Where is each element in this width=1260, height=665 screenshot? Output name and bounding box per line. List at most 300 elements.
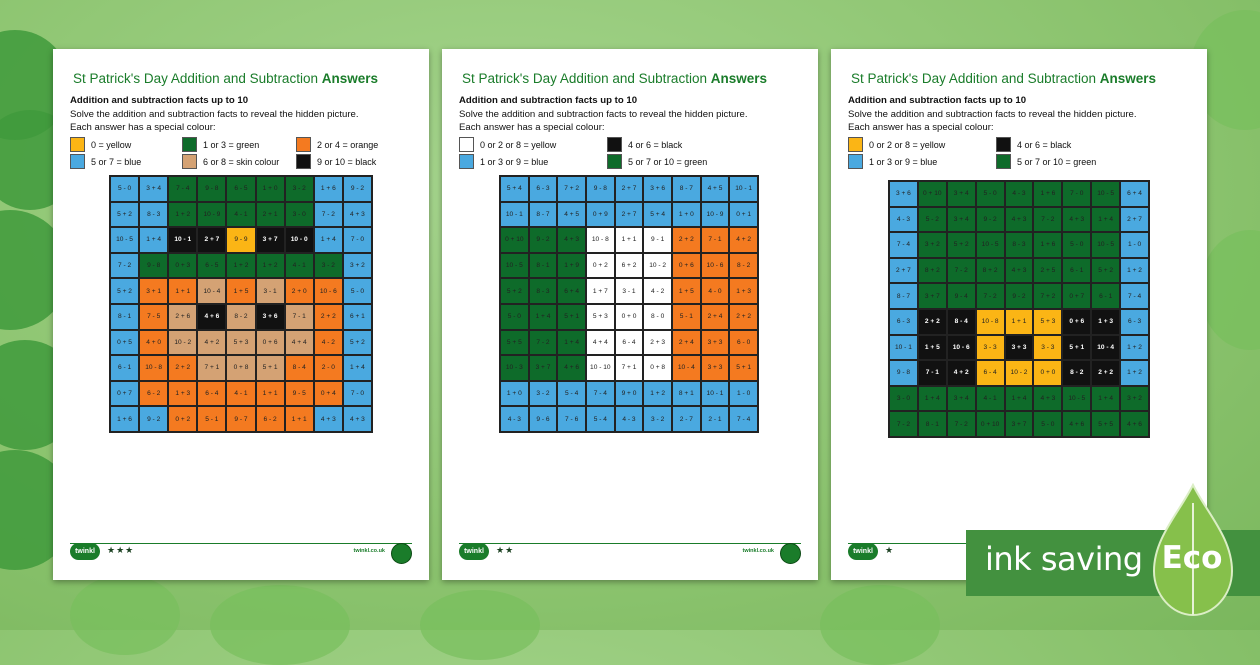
grid-cell: 4 + 2 xyxy=(947,360,976,386)
grid-cell: 9 - 4 xyxy=(947,283,976,309)
grid-cell: 3 - 2 xyxy=(643,406,672,432)
grid-cell: 1 + 0 xyxy=(500,381,529,407)
grid-cell: 4 - 2 xyxy=(643,278,672,304)
grid-cell: 0 + 7 xyxy=(110,381,139,407)
grid-cell: 1 + 1 xyxy=(168,278,197,304)
grid-cell: 10 - 5 xyxy=(1062,386,1091,412)
grid-cell: 5 + 2 xyxy=(110,278,139,304)
grid-cell: 2 + 1 xyxy=(256,202,285,228)
grid-cell: 0 + 10 xyxy=(500,227,529,253)
grid-cell: 5 + 1 xyxy=(1062,335,1091,361)
grid-cell: 1 + 3 xyxy=(729,278,758,304)
grid-cell: 7 - 6 xyxy=(557,406,586,432)
grid-cell: 5 + 2 xyxy=(947,232,976,258)
grid-cell: 1 + 3 xyxy=(1091,309,1120,335)
grid-cell: 4 + 4 xyxy=(586,330,615,356)
grid-cell: 5 - 0 xyxy=(110,176,139,202)
grid-cell: 4 + 6 xyxy=(197,304,226,330)
grid-cell: 2 + 4 xyxy=(701,304,730,330)
grid-cell: 2 + 7 xyxy=(615,176,644,202)
grid-cell: 2 + 2 xyxy=(168,355,197,381)
grid-cell: 1 + 7 xyxy=(586,278,615,304)
sheet-title: St Patrick's Day Addition and Subtraction Answers xyxy=(851,71,1157,86)
grid-cell: 10 - 5 xyxy=(1091,232,1120,258)
grid-cell: 9 - 2 xyxy=(139,406,168,432)
legend-swatch xyxy=(459,154,474,169)
grid-cell: 10 - 3 xyxy=(500,355,529,381)
legend-swatch xyxy=(607,137,622,152)
grid-cell: 5 + 2 xyxy=(1091,258,1120,284)
sheet-title: St Patrick's Day Addition and Subtraction Answers xyxy=(73,71,379,86)
grid-cell: 10 - 1 xyxy=(168,227,197,253)
grid-cell: 8 + 2 xyxy=(918,258,947,284)
legend-label: 4 or 6 = black xyxy=(1017,139,1072,150)
grid-cell: 3 + 6 xyxy=(889,181,918,207)
grid-cell: 2 + 6 xyxy=(168,304,197,330)
grid-cell: 8 - 4 xyxy=(947,309,976,335)
grid-cell: 5 + 4 xyxy=(643,202,672,228)
grid-cell: 4 - 0 xyxy=(701,278,730,304)
grid-cell: 7 - 2 xyxy=(529,330,558,356)
grid-cell: 10 - 5 xyxy=(110,227,139,253)
grid-cell: 2 + 7 xyxy=(615,202,644,228)
grid-cell: 0 + 9 xyxy=(586,202,615,228)
grid-cell: 9 - 2 xyxy=(976,207,1005,233)
grid-cell: 4 + 3 xyxy=(1005,258,1034,284)
grid-cell: 9 - 2 xyxy=(1005,283,1034,309)
grid-cell: 4 - 1 xyxy=(226,202,255,228)
grid-cell: 5 + 2 xyxy=(110,202,139,228)
grid-cell: 5 - 2 xyxy=(918,207,947,233)
mosaic-grid xyxy=(499,175,759,433)
grid-cell: 2 + 5 xyxy=(1033,258,1062,284)
grid-cell: 0 + 3 xyxy=(168,253,197,279)
grid-cell: 7 + 1 xyxy=(615,355,644,381)
grid-cell: 7 - 1 xyxy=(918,360,947,386)
grid-cell: 0 + 10 xyxy=(918,181,947,207)
grid-cell: 3 + 4 xyxy=(947,181,976,207)
grid-cell: 6 + 4 xyxy=(1120,181,1149,207)
grid-cell: 6 - 4 xyxy=(615,330,644,356)
grid-cell: 2 + 4 xyxy=(672,330,701,356)
grid-cell: 10 - 4 xyxy=(1091,335,1120,361)
legend-swatch xyxy=(182,154,197,169)
sheet-instructions: Solve the addition and subtraction facts to reveal the hidden picture. Each answer has a special colour: xyxy=(848,109,1137,133)
grid-cell: 5 + 2 xyxy=(343,330,372,356)
grid-cell: 2 + 0 xyxy=(285,278,314,304)
grid-cell: 10 - 2 xyxy=(643,253,672,279)
grid-cell: 1 + 4 xyxy=(1005,386,1034,412)
grid-cell: 3 + 3 xyxy=(1005,335,1034,361)
grid-cell: 3 + 4 xyxy=(947,386,976,412)
site-url: twinkl.co.uk xyxy=(353,548,385,554)
grid-cell: 3 + 2 xyxy=(343,253,372,279)
grid-cell: 7 - 4 xyxy=(168,176,197,202)
grid-cell: 6 + 1 xyxy=(343,304,372,330)
grid-cell: 1 + 0 xyxy=(672,202,701,228)
legend-label: 1 or 3 or 9 = blue xyxy=(480,156,549,167)
legend-swatch xyxy=(296,137,311,152)
grid-cell: 6 - 5 xyxy=(226,176,255,202)
grid-cell: 6 - 2 xyxy=(139,381,168,407)
sheet-instructions: Solve the addition and subtraction facts to reveal the hidden picture. Each answer has a special colour: xyxy=(459,109,748,133)
grid-cell: 4 + 3 xyxy=(1062,207,1091,233)
legend-label: 0 = yellow xyxy=(91,139,132,150)
grid-cell: 4 + 3 xyxy=(1033,386,1062,412)
legend-label: 5 or 7 or 10 = green xyxy=(1017,156,1097,167)
grid-cell: 0 + 5 xyxy=(110,330,139,356)
grid-cell: 3 + 6 xyxy=(256,304,285,330)
grid-cell: 1 + 1 xyxy=(256,381,285,407)
ink-saving-text: ink saving xyxy=(985,540,1143,578)
grid-cell: 0 + 4 xyxy=(314,381,343,407)
worksheet-2 xyxy=(442,49,818,580)
grid-cell: 1 - 0 xyxy=(729,381,758,407)
grid-cell: 9 - 1 xyxy=(643,227,672,253)
grid-cell: 0 + 0 xyxy=(1033,360,1062,386)
grid-cell: 1 - 0 xyxy=(1120,232,1149,258)
grid-cell: 4 + 6 xyxy=(1120,411,1149,437)
grid-cell: 2 + 2 xyxy=(729,304,758,330)
grid-cell: 3 - 3 xyxy=(1033,335,1062,361)
mosaic-grid xyxy=(109,175,373,433)
grid-cell: 4 + 2 xyxy=(197,330,226,356)
grid-cell: 10 - 1 xyxy=(729,176,758,202)
grid-cell: 1 + 4 xyxy=(314,227,343,253)
grid-cell: 5 + 1 xyxy=(729,355,758,381)
grid-cell: 4 - 1 xyxy=(976,386,1005,412)
grid-cell: 6 - 3 xyxy=(889,309,918,335)
grid-cell: 10 - 1 xyxy=(701,381,730,407)
grid-cell: 5 - 1 xyxy=(672,304,701,330)
grid-cell: 10 - 6 xyxy=(701,253,730,279)
legend-swatch xyxy=(996,154,1011,169)
grid-cell: 9 + 0 xyxy=(615,381,644,407)
grid-cell: 1 + 2 xyxy=(168,202,197,228)
grid-cell: 7 - 2 xyxy=(1033,207,1062,233)
grid-cell: 1 + 4 xyxy=(343,355,372,381)
legend-swatch xyxy=(996,137,1011,152)
legend-swatch xyxy=(70,154,85,169)
grid-cell: 9 - 2 xyxy=(343,176,372,202)
sheet-subheading: Addition and subtraction facts up to 10 xyxy=(848,95,1027,106)
grid-cell: 8 - 1 xyxy=(110,304,139,330)
grid-cell: 10 - 1 xyxy=(889,335,918,361)
legend-swatch xyxy=(848,137,863,152)
grid-cell: 7 + 2 xyxy=(1033,283,1062,309)
grid-cell: 1 + 2 xyxy=(1120,335,1149,361)
grid-cell: 2 + 3 xyxy=(643,330,672,356)
legend-swatch xyxy=(296,154,311,169)
grid-cell: 0 + 6 xyxy=(672,253,701,279)
grid-cell: 1 + 2 xyxy=(226,253,255,279)
grid-cell: 3 + 2 xyxy=(1120,386,1149,412)
grid-cell: 7 - 1 xyxy=(285,304,314,330)
site-url: twinkl.co.uk xyxy=(742,548,774,554)
grid-cell: 3 - 2 xyxy=(314,253,343,279)
grid-cell: 7 - 2 xyxy=(110,253,139,279)
grid-cell: 10 - 1 xyxy=(500,202,529,228)
grid-cell: 8 - 2 xyxy=(1062,360,1091,386)
grid-cell: 4 + 0 xyxy=(139,330,168,356)
grid-cell: 8 - 1 xyxy=(529,253,558,279)
grid-cell: 9 - 8 xyxy=(197,176,226,202)
grid-cell: 8 - 3 xyxy=(139,202,168,228)
grid-cell: 2 + 2 xyxy=(918,309,947,335)
legend-swatch xyxy=(607,154,622,169)
grid-cell: 0 + 0 xyxy=(615,304,644,330)
grid-cell: 10 - 6 xyxy=(314,278,343,304)
grid-cell: 5 + 3 xyxy=(1033,309,1062,335)
legend-label: 5 or 7 = blue xyxy=(91,156,142,167)
grid-cell: 10 - 4 xyxy=(197,278,226,304)
grid-cell: 4 + 2 xyxy=(729,227,758,253)
grid-cell: 3 + 7 xyxy=(1005,411,1034,437)
grid-cell: 7 - 0 xyxy=(343,227,372,253)
grid-cell: 3 + 3 xyxy=(701,355,730,381)
difficulty-stars: ★★ xyxy=(496,545,515,555)
grid-cell: 1 + 4 xyxy=(139,227,168,253)
grid-cell: 0 + 2 xyxy=(586,253,615,279)
grid-cell: 3 + 7 xyxy=(918,283,947,309)
grid-cell: 4 + 5 xyxy=(557,202,586,228)
legend-label: 1 or 3 = green xyxy=(203,139,260,150)
grid-cell: 5 - 0 xyxy=(500,304,529,330)
legend-label: 5 or 7 or 10 = green xyxy=(628,156,708,167)
grid-cell: 10 - 5 xyxy=(976,232,1005,258)
grid-cell: 3 - 0 xyxy=(889,386,918,412)
grid-cell: 1 + 5 xyxy=(672,278,701,304)
grid-cell: 9 - 8 xyxy=(889,360,918,386)
grid-cell: 4 + 3 xyxy=(343,202,372,228)
grid-cell: 0 + 6 xyxy=(1062,309,1091,335)
grid-cell: 5 + 5 xyxy=(500,330,529,356)
grid-cell: 2 - 0 xyxy=(314,355,343,381)
grid-cell: 4 + 3 xyxy=(557,227,586,253)
grid-cell: 1 + 9 xyxy=(557,253,586,279)
grid-cell: 0 + 8 xyxy=(643,355,672,381)
grid-cell: 2 + 7 xyxy=(889,258,918,284)
grid-cell: 1 + 4 xyxy=(918,386,947,412)
grid-cell: 8 - 3 xyxy=(529,278,558,304)
grid-cell: 7 + 2 xyxy=(557,176,586,202)
grid-cell: 10 - 10 xyxy=(586,355,615,381)
grid-cell: 3 + 3 xyxy=(701,330,730,356)
footer-divider xyxy=(459,543,801,544)
grid-cell: 10 - 0 xyxy=(285,227,314,253)
grid-cell: 5 + 3 xyxy=(586,304,615,330)
grid-cell: 10 - 6 xyxy=(947,335,976,361)
grid-cell: 4 + 5 xyxy=(701,176,730,202)
grid-cell: 6 - 4 xyxy=(976,360,1005,386)
grid-cell: 8 - 7 xyxy=(529,202,558,228)
grid-cell: 4 - 3 xyxy=(889,207,918,233)
grid-cell: 8 - 1 xyxy=(918,411,947,437)
grid-cell: 8 - 7 xyxy=(672,176,701,202)
grid-cell: 8 - 0 xyxy=(643,304,672,330)
grid-cell: 4 + 3 xyxy=(314,406,343,432)
grid-cell: 7 - 1 xyxy=(701,227,730,253)
grid-cell: 3 - 1 xyxy=(256,278,285,304)
grid-cell: 7 - 2 xyxy=(976,283,1005,309)
grid-cell: 1 + 3 xyxy=(168,381,197,407)
grid-cell: 4 + 3 xyxy=(1005,207,1034,233)
grid-cell: 9 - 9 xyxy=(226,227,255,253)
grid-cell: 7 - 0 xyxy=(1062,181,1091,207)
grid-cell: 10 - 9 xyxy=(701,202,730,228)
legend-label: 6 or 8 = skin colour xyxy=(203,156,280,167)
legend-swatch xyxy=(70,137,85,152)
grid-cell: 4 - 2 xyxy=(314,330,343,356)
grid-cell: 1 + 4 xyxy=(1091,386,1120,412)
grid-cell: 9 - 6 xyxy=(529,406,558,432)
grid-cell: 2 + 2 xyxy=(314,304,343,330)
grid-cell: 0 + 10 xyxy=(976,411,1005,437)
grid-cell: 0 + 8 xyxy=(226,355,255,381)
grid-cell: 1 + 2 xyxy=(1120,360,1149,386)
grid-cell: 2 - 7 xyxy=(672,406,701,432)
quality-badge-icon xyxy=(780,543,801,564)
grid-cell: 6 - 3 xyxy=(529,176,558,202)
grid-cell: 10 - 9 xyxy=(197,202,226,228)
grid-cell: 5 + 1 xyxy=(256,355,285,381)
grid-cell: 3 + 1 xyxy=(139,278,168,304)
grid-cell: 2 + 2 xyxy=(672,227,701,253)
grid-cell: 3 - 1 xyxy=(615,278,644,304)
grid-cell: 1 + 6 xyxy=(1033,232,1062,258)
worksheet-3 xyxy=(831,49,1207,580)
grid-cell: 2 + 7 xyxy=(197,227,226,253)
grid-cell: 3 + 7 xyxy=(256,227,285,253)
twinkl-logo: twinkl xyxy=(848,543,878,560)
grid-cell: 3 - 3 xyxy=(976,335,1005,361)
grid-cell: 3 - 2 xyxy=(285,176,314,202)
grid-cell: 6 - 5 xyxy=(197,253,226,279)
grid-cell: 4 + 4 xyxy=(285,330,314,356)
grid-cell: 4 - 1 xyxy=(285,253,314,279)
grid-cell: 1 + 1 xyxy=(1005,309,1034,335)
grid-cell: 7 - 5 xyxy=(139,304,168,330)
grid-cell: 8 - 3 xyxy=(1005,232,1034,258)
grid-cell: 10 - 8 xyxy=(586,227,615,253)
grid-cell: 4 + 6 xyxy=(1062,411,1091,437)
grid-cell: 0 + 7 xyxy=(1062,283,1091,309)
grid-cell: 7 - 4 xyxy=(586,381,615,407)
grid-cell: 8 - 2 xyxy=(226,304,255,330)
grid-cell: 1 + 6 xyxy=(110,406,139,432)
grid-cell: 10 - 2 xyxy=(168,330,197,356)
sheet-subheading: Addition and subtraction facts up to 10 xyxy=(459,95,638,106)
sheet-title: St Patrick's Day Addition and Subtraction Answers xyxy=(462,71,768,86)
grid-cell: 5 - 0 xyxy=(343,278,372,304)
grid-cell: 4 - 3 xyxy=(1005,181,1034,207)
grid-cell: 5 - 4 xyxy=(557,381,586,407)
grid-cell: 7 - 2 xyxy=(314,202,343,228)
grid-cell: 4 - 3 xyxy=(500,406,529,432)
grid-cell: 7 - 2 xyxy=(947,258,976,284)
grid-cell: 0 + 1 xyxy=(729,202,758,228)
grid-cell: 8 - 7 xyxy=(889,283,918,309)
grid-cell: 3 - 2 xyxy=(529,381,558,407)
legend-swatch xyxy=(848,154,863,169)
grid-cell: 7 - 4 xyxy=(729,406,758,432)
grid-cell: 5 - 0 xyxy=(976,181,1005,207)
sheet-instructions: Solve the addition and subtraction facts to reveal the hidden picture. Each answer has a special colour: xyxy=(70,109,359,133)
mosaic-grid xyxy=(888,180,1150,438)
grid-cell: 1 + 5 xyxy=(226,278,255,304)
grid-cell: 4 - 1 xyxy=(226,381,255,407)
difficulty-stars: ★ xyxy=(885,545,895,555)
grid-cell: 3 - 0 xyxy=(285,202,314,228)
grid-cell: 8 - 4 xyxy=(285,355,314,381)
grid-cell: 6 - 4 xyxy=(197,381,226,407)
legend-label: 0 or 2 or 8 = yellow xyxy=(869,139,946,150)
grid-cell: 10 - 4 xyxy=(672,355,701,381)
legend-label: 2 or 4 = orange xyxy=(317,139,379,150)
grid-cell: 3 + 6 xyxy=(643,176,672,202)
legend-label: 4 or 6 = black xyxy=(628,139,683,150)
grid-cell: 10 - 5 xyxy=(1091,181,1120,207)
grid-cell: 2 + 2 xyxy=(1091,360,1120,386)
grid-cell: 6 - 1 xyxy=(1091,283,1120,309)
grid-cell: 7 - 4 xyxy=(889,232,918,258)
grid-cell: 0 + 2 xyxy=(168,406,197,432)
quality-badge-icon xyxy=(391,543,412,564)
footer-divider xyxy=(70,543,412,544)
grid-cell: 10 - 8 xyxy=(139,355,168,381)
eco-label: Eco xyxy=(1161,540,1223,576)
grid-cell: 5 - 1 xyxy=(197,406,226,432)
grid-cell: 8 + 2 xyxy=(976,258,1005,284)
grid-cell: 6 - 3 xyxy=(1120,309,1149,335)
legend-swatch xyxy=(459,137,474,152)
legend-label: 1 or 3 or 9 = blue xyxy=(869,156,938,167)
grid-cell: 10 - 2 xyxy=(1005,360,1034,386)
grid-cell: 6 + 4 xyxy=(557,278,586,304)
grid-cell: 1 + 4 xyxy=(529,304,558,330)
grid-cell: 5 - 0 xyxy=(1033,411,1062,437)
grid-cell: 3 + 4 xyxy=(139,176,168,202)
grid-cell: 0 + 6 xyxy=(256,330,285,356)
grid-cell: 5 - 0 xyxy=(1062,232,1091,258)
grid-cell: 4 + 3 xyxy=(343,406,372,432)
grid-cell: 8 + 1 xyxy=(672,381,701,407)
legend-label: 9 or 10 = black xyxy=(317,156,377,167)
grid-cell: 10 - 8 xyxy=(976,309,1005,335)
grid-cell: 5 - 4 xyxy=(586,406,615,432)
grid-cell: 1 + 4 xyxy=(1091,207,1120,233)
grid-cell: 1 + 0 xyxy=(256,176,285,202)
grid-cell: 9 - 5 xyxy=(285,381,314,407)
grid-cell: 1 + 2 xyxy=(643,381,672,407)
difficulty-stars: ★★★ xyxy=(107,545,135,555)
sheet-subheading: Addition and subtraction facts up to 10 xyxy=(70,95,249,106)
grid-cell: 7 - 2 xyxy=(889,411,918,437)
grid-cell: 6 + 2 xyxy=(615,253,644,279)
grid-cell: 6 - 1 xyxy=(110,355,139,381)
grid-cell: 5 + 1 xyxy=(557,304,586,330)
grid-cell: 7 - 2 xyxy=(947,411,976,437)
grid-cell: 4 - 3 xyxy=(615,406,644,432)
grid-cell: 7 - 4 xyxy=(1120,283,1149,309)
grid-cell: 8 - 2 xyxy=(729,253,758,279)
grid-cell: 1 + 6 xyxy=(1033,181,1062,207)
grid-cell: 7 - 0 xyxy=(343,381,372,407)
grid-cell: 4 + 6 xyxy=(557,355,586,381)
grid-cell: 1 + 2 xyxy=(256,253,285,279)
grid-cell: 2 + 7 xyxy=(1120,207,1149,233)
grid-cell: 9 - 8 xyxy=(586,176,615,202)
